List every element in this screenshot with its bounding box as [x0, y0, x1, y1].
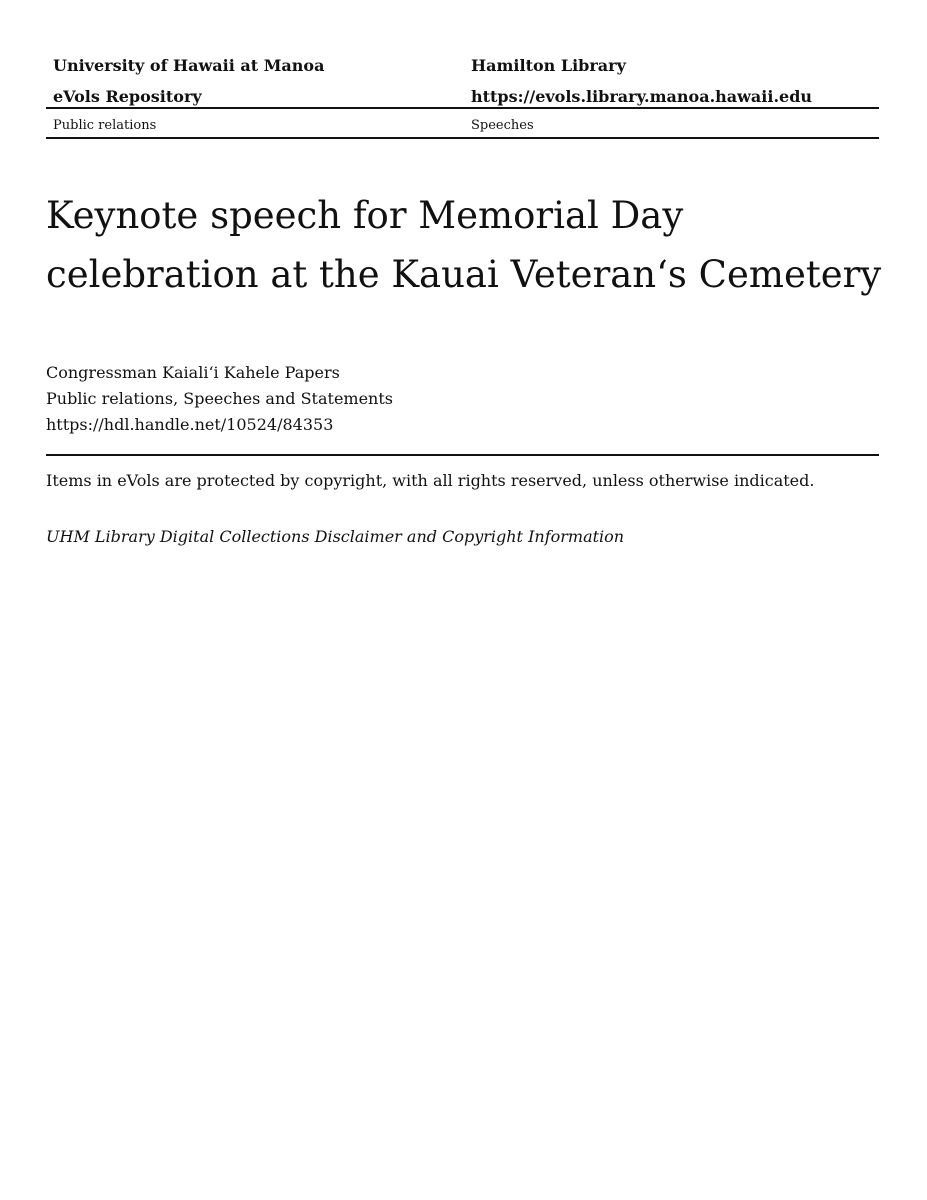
series-name: Public relations, Speeches and Statements — [46, 389, 393, 408]
institution-name: University of Hawaii at Manoa — [53, 56, 325, 75]
document-title — [46, 186, 886, 304]
title-line-1: Keynote speech for Memorial Day — [46, 194, 684, 237]
title-line-2: celebration at the Kauai Veteran‘s Cemetery — [46, 253, 882, 296]
repository-name: eVols Repository — [53, 87, 202, 106]
metadata-divider — [46, 454, 879, 456]
collection-name: Congressman Kaiali‘i Kahele Papers — [46, 363, 340, 382]
copyright-notice: Items in eVols are protected by copyright, with all rights reserved, unless otherwise indicated. — [46, 471, 815, 490]
header-divider-bottom — [46, 137, 879, 139]
subcategory-label: Speeches — [471, 118, 534, 133]
category-label: Public relations — [53, 118, 157, 133]
document-metadata — [46, 360, 393, 438]
header-divider-top — [46, 107, 879, 109]
handle-link[interactable]: https://hdl.handle.net/10524/84353 — [46, 415, 334, 434]
header-row-2 — [46, 83, 879, 114]
header-table — [46, 52, 879, 114]
header-row-1 — [46, 52, 879, 83]
disclaimer-link[interactable]: UHM Library Digital Collections Disclaimer and Copyright Information — [46, 527, 625, 546]
library-name: Hamilton Library — [471, 56, 626, 75]
repository-url-link[interactable]: https://evols.library.manoa.hawaii.edu — [471, 87, 813, 106]
header-subrow — [46, 114, 879, 138]
